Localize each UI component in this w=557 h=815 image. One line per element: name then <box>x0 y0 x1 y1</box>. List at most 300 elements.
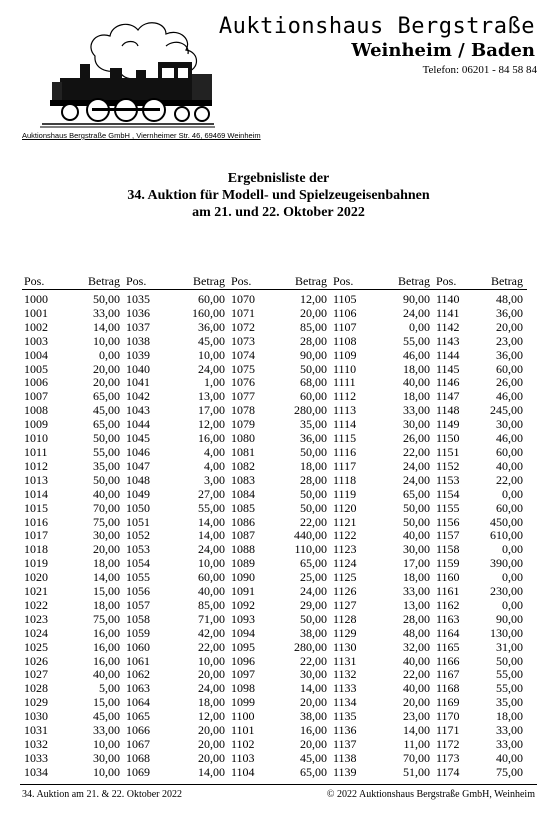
lot-number-cell: 1003 <box>24 333 48 348</box>
hammer-price-cell: 24,00 <box>300 584 327 599</box>
lot-number-cell: 1149 <box>436 417 460 432</box>
steam-locomotive-icon <box>40 16 215 128</box>
table-row <box>22 668 527 682</box>
lot-number-cell: 1160 <box>436 570 460 585</box>
lot-number-cell: 1033 <box>24 750 48 765</box>
hammer-price-cell: 60,00 <box>496 361 523 376</box>
hammer-price-cell: 10,00 <box>93 764 120 779</box>
hammer-price-cell: 40,00 <box>403 528 430 543</box>
company-city: Weinheim / Baden <box>351 40 535 61</box>
table-row <box>22 710 527 724</box>
hammer-price-cell: 16,00 <box>93 653 120 668</box>
lot-number-cell: 1069 <box>126 764 150 779</box>
hammer-price-cell: 11,00 <box>403 737 430 751</box>
lot-number-cell: 1079 <box>231 417 255 432</box>
lot-number-cell: 1171 <box>436 723 460 738</box>
lot-number-cell: 1158 <box>436 542 460 557</box>
hammer-price-cell: 12,00 <box>198 417 225 432</box>
table-row <box>22 460 527 474</box>
title-line-1: Ergebnisliste der <box>227 171 330 186</box>
table-row <box>22 502 527 516</box>
lot-number-cell: 1067 <box>126 737 150 751</box>
hammer-price-cell: 20,00 <box>403 695 430 710</box>
hammer-price-cell: 45,00 <box>300 750 327 765</box>
lot-number-cell: 1088 <box>231 542 255 557</box>
table-row <box>22 488 527 502</box>
hammer-price-cell: 50,00 <box>300 500 327 515</box>
hammer-price-cell: 16,00 <box>300 723 327 738</box>
lot-number-cell: 1053 <box>126 542 150 557</box>
hammer-price-cell: 18,00 <box>403 361 430 376</box>
lot-number-cell: 1035 <box>126 292 150 306</box>
lot-number-cell: 1010 <box>24 431 48 446</box>
table-row <box>22 655 527 669</box>
lot-number-cell: 1012 <box>24 458 48 473</box>
lot-number-cell: 1106 <box>333 305 357 320</box>
lot-number-cell: 1030 <box>24 709 48 724</box>
hammer-price-cell: 40,00 <box>496 458 523 473</box>
table-header-row <box>22 273 527 290</box>
lot-number-cell: 1134 <box>333 695 357 710</box>
hammer-price-cell: 28,00 <box>300 472 327 487</box>
hammer-price-cell: 26,00 <box>496 375 523 390</box>
hammer-price-cell: 85,00 <box>300 319 327 334</box>
lot-number-cell: 1148 <box>436 403 460 418</box>
hammer-price-cell: 24,00 <box>403 305 430 320</box>
table-row <box>22 599 527 613</box>
hammer-price-cell: 30,00 <box>93 528 120 543</box>
hammer-price-cell: 20,00 <box>300 695 327 710</box>
lot-number-cell: 1028 <box>24 681 48 696</box>
hammer-price-cell: 33,00 <box>93 305 120 320</box>
lot-number-cell: 1170 <box>436 709 460 724</box>
hammer-price-cell: 20,00 <box>93 542 120 557</box>
hammer-price-cell: 14,00 <box>198 764 225 779</box>
footer-auction-date: 34. Auktion am 21. & 22. Oktober 2022 <box>22 789 182 800</box>
lot-number-cell: 1146 <box>436 375 460 390</box>
table-row <box>22 418 527 432</box>
hammer-price-cell: 30,00 <box>300 667 327 682</box>
table-row <box>22 335 527 349</box>
hammer-price-cell: 24,00 <box>403 458 430 473</box>
table-row <box>22 432 527 446</box>
lot-number-cell: 1093 <box>231 611 255 626</box>
table-row <box>22 585 527 599</box>
lot-number-cell: 1125 <box>333 570 357 585</box>
lot-number-cell: 1124 <box>333 556 357 571</box>
lot-number-cell: 1044 <box>126 417 150 432</box>
hammer-price-cell: 36,00 <box>496 305 523 320</box>
hammer-price-cell: 65,00 <box>300 556 327 571</box>
hammer-price-cell: 20,00 <box>198 750 225 765</box>
hammer-price-cell: 60,00 <box>300 389 327 404</box>
column-header-pos: Pos. <box>434 273 480 290</box>
lot-number-cell: 1137 <box>333 737 357 751</box>
lot-number-cell: 1092 <box>231 597 255 612</box>
hammer-price-cell: 18,00 <box>300 458 327 473</box>
hammer-price-cell: 10,00 <box>93 333 120 348</box>
hammer-price-cell: 20,00 <box>93 361 120 376</box>
lot-number-cell: 1062 <box>126 667 150 682</box>
lot-number-cell: 1157 <box>436 528 460 543</box>
lot-number-cell: 1052 <box>126 528 150 543</box>
hammer-price-cell: 33,00 <box>496 723 523 738</box>
lot-number-cell: 1026 <box>24 653 48 668</box>
lot-number-cell: 1058 <box>126 611 150 626</box>
lot-number-cell: 1169 <box>436 695 460 710</box>
hammer-price-cell: 14,00 <box>93 570 120 585</box>
table-row <box>22 404 527 418</box>
lot-number-cell: 1080 <box>231 431 255 446</box>
lot-number-cell: 1032 <box>24 737 48 751</box>
hammer-price-cell: 610,00 <box>490 528 523 543</box>
lot-number-cell: 1130 <box>333 639 357 654</box>
lot-number-cell: 1104 <box>231 764 255 779</box>
column-header-amount: Betrag <box>170 273 229 290</box>
lot-number-cell: 1020 <box>24 570 48 585</box>
hammer-price-cell: 33,00 <box>496 737 523 751</box>
lot-number-cell: 1113 <box>333 403 357 418</box>
hammer-price-cell: 18,00 <box>198 695 225 710</box>
hammer-price-cell: 40,00 <box>198 584 225 599</box>
lot-number-cell: 1023 <box>24 611 48 626</box>
results-table <box>22 273 527 780</box>
lot-number-cell: 1119 <box>333 486 357 501</box>
company-phone: Telefon: 06201 - 84 58 84 <box>422 64 537 76</box>
table-row <box>22 446 527 460</box>
column-header-pos: Pos. <box>22 273 68 290</box>
lot-number-cell: 1005 <box>24 361 48 376</box>
hammer-price-cell: 22,00 <box>496 472 523 487</box>
lot-number-cell: 1063 <box>126 681 150 696</box>
lot-number-cell: 1162 <box>436 597 460 612</box>
hammer-price-cell: 50,00 <box>403 500 430 515</box>
hammer-price-cell: 60,00 <box>496 500 523 515</box>
hammer-price-cell: 280,00 <box>294 403 327 418</box>
hammer-price-cell: 16,00 <box>93 625 120 640</box>
hammer-price-cell: 14,00 <box>198 528 225 543</box>
hammer-price-cell: 10,00 <box>93 737 120 751</box>
hammer-price-cell: 160,00 <box>192 305 225 320</box>
hammer-price-cell: 16,00 <box>93 639 120 654</box>
lot-number-cell: 1042 <box>126 389 150 404</box>
table-row <box>22 752 527 766</box>
hammer-price-cell: 36,00 <box>496 347 523 362</box>
hammer-price-cell: 45,00 <box>93 709 120 724</box>
hammer-price-cell: 23,00 <box>496 333 523 348</box>
lot-number-cell: 1054 <box>126 556 150 571</box>
hammer-price-cell: 12,00 <box>300 292 327 306</box>
table-row <box>22 307 527 321</box>
hammer-price-cell: 42,00 <box>198 625 225 640</box>
column-header-pos: Pos. <box>331 273 377 290</box>
hammer-price-cell: 14,00 <box>300 681 327 696</box>
hammer-price-cell: 390,00 <box>490 556 523 571</box>
lot-number-cell: 1040 <box>126 361 150 376</box>
lot-number-cell: 1009 <box>24 417 48 432</box>
hammer-price-cell: 26,00 <box>403 431 430 446</box>
lot-number-cell: 1109 <box>333 347 357 362</box>
hammer-price-cell: 14,00 <box>403 723 430 738</box>
lot-number-cell: 1089 <box>231 556 255 571</box>
hammer-price-cell: 4,00 <box>204 458 225 473</box>
hammer-price-cell: 245,00 <box>490 403 523 418</box>
lot-number-cell: 1076 <box>231 375 255 390</box>
hammer-price-cell: 13,00 <box>403 597 430 612</box>
lot-number-cell: 1114 <box>333 417 357 432</box>
table-row <box>22 363 527 377</box>
hammer-price-cell: 30,00 <box>93 750 120 765</box>
lot-number-cell: 1122 <box>333 528 357 543</box>
lot-number-cell: 1094 <box>231 625 255 640</box>
lot-number-cell: 1156 <box>436 514 460 529</box>
lot-number-cell: 1153 <box>436 472 460 487</box>
hammer-price-cell: 50,00 <box>93 431 120 446</box>
lot-number-cell: 1029 <box>24 695 48 710</box>
table-row <box>22 529 527 543</box>
hammer-price-cell: 24,00 <box>198 681 225 696</box>
lot-number-cell: 1142 <box>436 319 460 334</box>
hammer-price-cell: 110,00 <box>294 542 327 557</box>
lot-number-cell: 1074 <box>231 347 255 362</box>
hammer-price-cell: 46,00 <box>496 389 523 404</box>
hammer-price-cell: 4,00 <box>204 444 225 459</box>
lot-number-cell: 1138 <box>333 750 357 765</box>
lot-number-cell: 1152 <box>436 458 460 473</box>
lot-number-cell: 1015 <box>24 500 48 515</box>
lot-number-cell: 1077 <box>231 389 255 404</box>
hammer-price-cell: 0,00 <box>99 347 120 362</box>
table-row <box>22 349 527 363</box>
hammer-price-cell: 35,00 <box>300 417 327 432</box>
hammer-price-cell: 60,00 <box>198 570 225 585</box>
hammer-price-cell: 29,00 <box>300 597 327 612</box>
table-row <box>22 627 527 641</box>
hammer-price-cell: 13,00 <box>198 389 225 404</box>
hammer-price-cell: 22,00 <box>403 667 430 682</box>
lot-number-cell: 1116 <box>333 444 357 459</box>
column-header-pos: Pos. <box>229 273 275 290</box>
lot-number-cell: 1036 <box>126 305 150 320</box>
lot-number-cell: 1163 <box>436 611 460 626</box>
lot-number-cell: 1083 <box>231 472 255 487</box>
hammer-price-cell: 5,00 <box>99 681 120 696</box>
hammer-price-cell: 450,00 <box>490 514 523 529</box>
lot-number-cell: 1027 <box>24 667 48 682</box>
hammer-price-cell: 60,00 <box>198 292 225 306</box>
hammer-price-cell: 40,00 <box>403 375 430 390</box>
lot-number-cell: 1031 <box>24 723 48 738</box>
lot-number-cell: 1166 <box>436 653 460 668</box>
lot-number-cell: 1059 <box>126 625 150 640</box>
hammer-price-cell: 65,00 <box>403 486 430 501</box>
lot-number-cell: 1039 <box>126 347 150 362</box>
lot-number-cell: 1046 <box>126 444 150 459</box>
hammer-price-cell: 50,00 <box>300 611 327 626</box>
hammer-price-cell: 15,00 <box>93 584 120 599</box>
hammer-price-cell: 90,00 <box>403 292 430 306</box>
hammer-price-cell: 25,00 <box>300 570 327 585</box>
hammer-price-cell: 65,00 <box>93 417 120 432</box>
hammer-price-cell: 14,00 <box>93 319 120 334</box>
hammer-price-cell: 18,00 <box>496 709 523 724</box>
lot-number-cell: 1084 <box>231 486 255 501</box>
hammer-price-cell: 0,00 <box>502 570 523 585</box>
lot-number-cell: 1047 <box>126 458 150 473</box>
hammer-price-cell: 27,00 <box>198 486 225 501</box>
lot-number-cell: 1117 <box>333 458 357 473</box>
lot-number-cell: 1087 <box>231 528 255 543</box>
lot-number-cell: 1110 <box>333 361 357 376</box>
hammer-price-cell: 24,00 <box>198 361 225 376</box>
lot-number-cell: 1018 <box>24 542 48 557</box>
table-row <box>22 290 527 307</box>
lot-number-cell: 1127 <box>333 597 357 612</box>
lot-number-cell: 1049 <box>126 486 150 501</box>
lot-number-cell: 1100 <box>231 709 255 724</box>
hammer-price-cell: 70,00 <box>93 500 120 515</box>
lot-number-cell: 1034 <box>24 764 48 779</box>
lot-number-cell: 1129 <box>333 625 357 640</box>
hammer-price-cell: 17,00 <box>198 403 225 418</box>
lot-number-cell: 1112 <box>333 389 357 404</box>
lot-number-cell: 1115 <box>333 431 357 446</box>
hammer-price-cell: 3,00 <box>204 472 225 487</box>
lot-number-cell: 1081 <box>231 444 255 459</box>
lot-number-cell: 1096 <box>231 653 255 668</box>
hammer-price-cell: 280,00 <box>294 639 327 654</box>
hammer-price-cell: 20,00 <box>198 667 225 682</box>
lot-number-cell: 1133 <box>333 681 357 696</box>
lot-number-cell: 1174 <box>436 764 460 779</box>
hammer-price-cell: 55,00 <box>496 681 523 696</box>
lot-number-cell: 1103 <box>231 750 255 765</box>
lot-number-cell: 1045 <box>126 431 150 446</box>
lot-number-cell: 1165 <box>436 639 460 654</box>
lot-number-cell: 1168 <box>436 681 460 696</box>
hammer-price-cell: 33,00 <box>403 584 430 599</box>
lot-number-cell: 1072 <box>231 319 255 334</box>
hammer-price-cell: 10,00 <box>198 347 225 362</box>
lot-number-cell: 1065 <box>126 709 150 724</box>
lot-number-cell: 1173 <box>436 750 460 765</box>
hammer-price-cell: 18,00 <box>93 556 120 571</box>
lot-number-cell: 1000 <box>24 292 48 306</box>
hammer-price-cell: 230,00 <box>490 584 523 599</box>
hammer-price-cell: 60,00 <box>496 444 523 459</box>
hammer-price-cell: 46,00 <box>403 347 430 362</box>
lot-number-cell: 1073 <box>231 333 255 348</box>
hammer-price-cell: 10,00 <box>198 556 225 571</box>
hammer-price-cell: 130,00 <box>490 625 523 640</box>
footer-divider <box>20 784 537 785</box>
lot-number-cell: 1143 <box>436 333 460 348</box>
lot-number-cell: 1132 <box>333 667 357 682</box>
table-row <box>22 682 527 696</box>
lot-number-cell: 1101 <box>231 723 255 738</box>
results-body <box>22 290 527 780</box>
column-header-amount: Betrag <box>480 273 527 290</box>
hammer-price-cell: 55,00 <box>403 333 430 348</box>
hammer-price-cell: 31,00 <box>496 639 523 654</box>
lot-number-cell: 1144 <box>436 347 460 362</box>
table-row <box>22 390 527 404</box>
hammer-price-cell: 85,00 <box>198 597 225 612</box>
hammer-price-cell: 65,00 <box>300 764 327 779</box>
hammer-price-cell: 90,00 <box>496 611 523 626</box>
hammer-price-cell: 18,00 <box>93 597 120 612</box>
lot-number-cell: 1121 <box>333 514 357 529</box>
lot-number-cell: 1091 <box>231 584 255 599</box>
lot-number-cell: 1151 <box>436 444 460 459</box>
lot-number-cell: 1108 <box>333 333 357 348</box>
lot-number-cell: 1167 <box>436 667 460 682</box>
lot-number-cell: 1060 <box>126 639 150 654</box>
hammer-price-cell: 35,00 <box>496 695 523 710</box>
table-row <box>22 557 527 571</box>
lot-number-cell: 1095 <box>231 639 255 654</box>
hammer-price-cell: 45,00 <box>93 403 120 418</box>
column-header-pos: Pos. <box>124 273 170 290</box>
hammer-price-cell: 40,00 <box>403 681 430 696</box>
hammer-price-cell: 50,00 <box>300 486 327 501</box>
company-address: Auktionshaus Bergstraße GmbH , Viernheimer Str. 46, 69469 Weinheim <box>22 131 261 140</box>
table-row <box>22 516 527 530</box>
hammer-price-cell: 71,00 <box>198 611 225 626</box>
lot-number-cell: 1107 <box>333 319 357 334</box>
hammer-price-cell: 48,00 <box>403 625 430 640</box>
hammer-price-cell: 16,00 <box>198 431 225 446</box>
hammer-price-cell: 30,00 <box>403 542 430 557</box>
table-row <box>22 724 527 738</box>
lot-number-cell: 1057 <box>126 597 150 612</box>
hammer-price-cell: 40,00 <box>496 750 523 765</box>
lot-number-cell: 1064 <box>126 695 150 710</box>
lot-number-cell: 1019 <box>24 556 48 571</box>
hammer-price-cell: 75,00 <box>93 514 120 529</box>
hammer-price-cell: 22,00 <box>403 444 430 459</box>
lot-number-cell: 1099 <box>231 695 255 710</box>
lot-number-cell: 1105 <box>333 292 357 306</box>
lot-number-cell: 1070 <box>231 292 255 306</box>
lot-number-cell: 1056 <box>126 584 150 599</box>
hammer-price-cell: 22,00 <box>300 653 327 668</box>
lot-number-cell: 1024 <box>24 625 48 640</box>
lot-number-cell: 1154 <box>436 486 460 501</box>
table-row <box>22 738 527 752</box>
table-row <box>22 321 527 335</box>
hammer-price-cell: 20,00 <box>93 375 120 390</box>
table-row <box>22 696 527 710</box>
hammer-price-cell: 0,00 <box>502 542 523 557</box>
hammer-price-cell: 28,00 <box>403 611 430 626</box>
hammer-price-cell: 24,00 <box>403 472 430 487</box>
hammer-price-cell: 18,00 <box>403 389 430 404</box>
lot-number-cell: 1136 <box>333 723 357 738</box>
lot-number-cell: 1041 <box>126 375 150 390</box>
hammer-price-cell: 55,00 <box>496 667 523 682</box>
lot-number-cell: 1128 <box>333 611 357 626</box>
hammer-price-cell: 75,00 <box>496 764 523 779</box>
lot-number-cell: 1006 <box>24 375 48 390</box>
lot-number-cell: 1086 <box>231 514 255 529</box>
hammer-price-cell: 51,00 <box>403 764 430 779</box>
hammer-price-cell: 55,00 <box>93 444 120 459</box>
lot-number-cell: 1139 <box>333 764 357 779</box>
hammer-price-cell: 50,00 <box>93 472 120 487</box>
hammer-price-cell: 50,00 <box>300 361 327 376</box>
lot-number-cell: 1071 <box>231 305 255 320</box>
